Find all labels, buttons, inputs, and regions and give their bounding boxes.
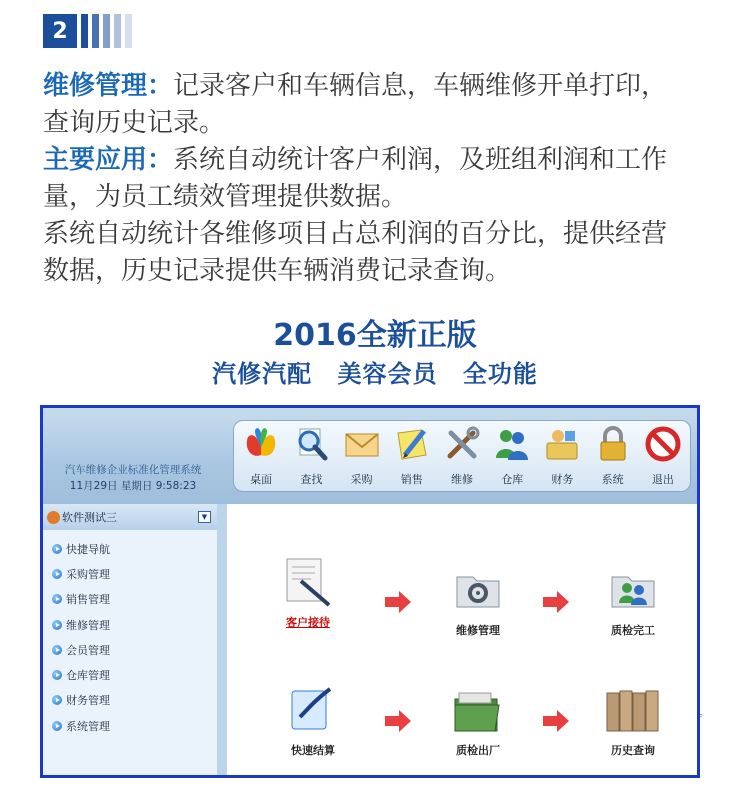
desc-line3: 系统自动统计客户利润，及班组利润和工作 [173,145,668,175]
desc-line5: 系统自动统计各维修项目占总利润的百分比，提供经营 [43,219,668,249]
gear-folder-icon [448,562,508,618]
app-brand-title: 汽车维修企业标准化管理系统 [64,464,202,476]
sidebar-item-label: 会员管理 [66,643,110,657]
users-folder-icon [603,562,663,618]
desc-line2: 查询历史记录。 [43,108,226,138]
flow-arrow-icon [385,591,411,613]
flow-arrow-icon [543,591,569,613]
toolbar-desktop-label: 桌面 [250,473,273,486]
toolbar-sales-button[interactable] [387,425,437,491]
user-icon [47,511,60,524]
sidebar-item-label: 快捷导航 [66,542,110,556]
time-text: 9:58:23 [155,480,197,492]
desc-line4: 量，为员工绩效管理提供数据。 [43,182,408,212]
main-toolbar [233,420,691,492]
toolbar-sales-label: 销售 [400,473,423,486]
sidebar-item-system[interactable] [43,713,217,738]
workflow-label: 客户接待 [286,616,330,629]
file-folder-icon [448,682,508,738]
app-header [43,408,697,504]
sidebar-item-repair[interactable] [43,612,217,637]
workflow-quick-settlement[interactable] [283,682,343,758]
envelope-icon [343,425,381,463]
workflow-label: 质检完工 [611,624,655,637]
date-text: 11月29日 [69,480,118,492]
arrow-bullet-icon [52,721,62,731]
toolbar-system-label: 系统 [601,473,624,486]
toolbar-search-label: 查找 [300,473,323,486]
sidebar-item-label: 仓库管理 [66,669,110,683]
pen-paper-icon [283,682,343,738]
sidebar-item-purchase[interactable] [43,561,217,586]
padlock-icon [594,425,632,463]
sidebar-item-label: 采购管理 [66,567,110,581]
toolbar-search-button[interactable] [286,425,336,491]
toolbar-purchase-label: 采购 [350,473,373,486]
nav-sidebar [43,504,221,778]
sidebar-item-label: 系统管理 [66,719,110,733]
desktop-butterfly-icon [242,425,280,463]
feature-description [43,68,723,290]
workflow-label: 历史查询 [611,744,655,757]
product-headline: 2016全新正版 [273,318,477,353]
product-subline [0,354,750,389]
sidebar-user-header[interactable] [43,504,217,530]
sidebar-item-label: 财务管理 [66,694,110,708]
magnifier-icon [292,425,330,463]
toolbar-warehouse-button[interactable] [487,425,537,491]
subline-item: 全功能 [462,360,538,388]
sidebar-item-label: 销售管理 [66,593,110,607]
arrow-bullet-icon [52,670,62,680]
section-number-badge: 2 [43,14,77,48]
toolbar-warehouse-label: 仓库 [501,473,524,486]
arrow-bullet-icon [52,620,62,630]
desc-line1: 记录客户和车辆信息，车辆维修开单打印， [173,71,668,101]
sidebar-item-warehouse[interactable] [43,662,217,687]
workflow-history-query[interactable] [603,682,663,758]
stop-icon [644,425,682,463]
sidebar-item-sales[interactable] [43,587,217,612]
users-icon [493,425,531,463]
sidebar-item-label: 维修管理 [66,618,110,632]
section-stripes-decoration [81,14,132,48]
app-datetime [53,478,213,494]
sidebar-menu [43,530,217,738]
repair-management-key: 维修管理： [43,71,174,101]
main-application-key: 主要应用： [43,145,174,175]
sidebar-item-finance[interactable] [43,688,217,713]
app-window [40,405,700,778]
workflow-repair-management[interactable] [448,562,508,638]
toolbar-repair-label: 维修 [450,473,473,486]
arrow-bullet-icon [52,645,62,655]
workflow-qc-complete[interactable] [603,562,663,638]
decorative-dot: 。 [699,708,709,719]
subline-item: 汽修汽配 [212,360,313,388]
toolbar-system-button[interactable] [588,425,638,491]
archive-binders-icon [603,682,663,738]
toolbar-exit-label: 退出 [651,473,674,486]
flow-arrow-icon [543,710,569,732]
finance-person-icon [543,425,581,463]
workflow-qc-exit[interactable] [448,682,508,758]
workflow-customer-reception[interactable] [278,554,338,630]
toolbar-finance-label: 财务 [551,473,574,486]
tools-icon [443,425,481,463]
arrow-bullet-icon [52,594,62,604]
document-pen-icon [278,554,338,610]
workflow-label: 维修管理 [456,624,500,637]
app-brand [53,462,213,494]
sidebar-item-quick-nav[interactable] [43,536,217,561]
toolbar-exit-button[interactable] [638,425,688,491]
chevron-down-icon[interactable]: ▼ [198,511,211,523]
desc-line6: 数据，历史记录提供车辆消费记录查询。 [43,256,512,286]
toolbar-repair-button[interactable] [437,425,487,491]
arrow-bullet-icon [52,695,62,705]
subline-item: 美容会员 [337,360,438,388]
toolbar-finance-button[interactable] [537,425,587,491]
workflow-label: 质检出厂 [456,744,500,757]
workflow-label: 快速结算 [291,744,335,757]
flow-arrow-icon [385,710,411,732]
toolbar-purchase-button[interactable] [336,425,386,491]
toolbar-desktop-button[interactable] [236,425,286,491]
sidebar-user-name: 软件测试三 [62,511,117,524]
sidebar-scrollbar[interactable] [217,504,227,778]
workflow-area [228,504,697,778]
weekday-text: 星期日 [120,480,153,492]
sidebar-item-member[interactable] [43,637,217,662]
arrow-bullet-icon [52,569,62,579]
arrow-bullet-icon [52,544,62,554]
pencil-note-icon [393,425,431,463]
